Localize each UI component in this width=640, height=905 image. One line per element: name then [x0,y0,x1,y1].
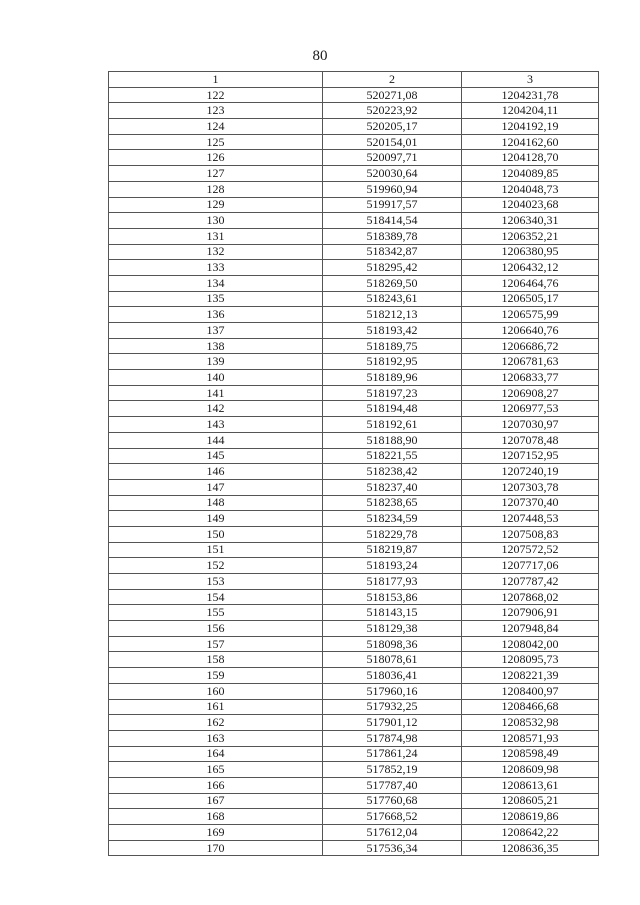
point-number-cell: 143 [109,417,323,433]
point-number-cell: 159 [109,668,323,684]
table-row [109,401,599,417]
table-row [109,432,599,448]
y-coordinate-cell: 1208609,98 [462,762,599,778]
x-coordinate-cell: 518192,61 [323,417,462,433]
y-coordinate-cell: 1206575,99 [462,307,599,323]
y-coordinate-cell: 1208605,21 [462,793,599,809]
table-row [109,448,599,464]
x-coordinate-cell: 518129,38 [323,621,462,637]
table-row [109,244,599,260]
x-coordinate-cell: 518295,42 [323,260,462,276]
point-number-cell: 136 [109,307,323,323]
table-row [109,338,599,354]
y-coordinate-cell: 1204023,68 [462,197,599,213]
x-coordinate-cell: 518221,55 [323,448,462,464]
x-coordinate-cell: 518192,95 [323,354,462,370]
x-coordinate-cell: 518414,54 [323,213,462,229]
x-coordinate-cell: 518197,23 [323,385,462,401]
table-row [109,291,599,307]
x-coordinate-cell: 517787,40 [323,777,462,793]
table-row [109,840,599,856]
table-row [109,87,599,103]
point-number-cell: 150 [109,526,323,542]
table-row [109,166,599,182]
y-coordinate-cell: 1207948,84 [462,621,599,637]
x-coordinate-cell: 518243,61 [323,291,462,307]
y-coordinate-cell: 1208042,00 [462,636,599,652]
point-number-cell: 149 [109,511,323,527]
x-coordinate-cell: 519960,94 [323,181,462,197]
point-number-cell: 148 [109,495,323,511]
point-number-cell: 132 [109,244,323,260]
y-coordinate-cell: 1207868,02 [462,589,599,605]
x-coordinate-cell: 517668,52 [323,809,462,825]
x-coordinate-cell: 520154,01 [323,134,462,150]
x-coordinate-cell: 520205,17 [323,119,462,135]
x-coordinate-cell: 518189,75 [323,338,462,354]
table-row [109,636,599,652]
y-coordinate-cell: 1206340,31 [462,213,599,229]
table-row [109,730,599,746]
table-row [109,762,599,778]
table-row [109,558,599,574]
x-coordinate-cell: 518234,59 [323,511,462,527]
y-coordinate-cell: 1204231,78 [462,87,599,103]
y-coordinate-cell: 1206505,17 [462,291,599,307]
point-number-cell: 134 [109,275,323,291]
point-number-cell: 160 [109,683,323,699]
point-number-cell: 141 [109,385,323,401]
y-coordinate-cell: 1207030,97 [462,417,599,433]
y-coordinate-cell: 1206977,53 [462,401,599,417]
x-coordinate-cell: 518389,78 [323,228,462,244]
y-coordinate-cell: 1204204,11 [462,103,599,119]
y-coordinate-cell: 1207370,40 [462,495,599,511]
point-number-cell: 161 [109,699,323,715]
y-coordinate-cell: 1204128,70 [462,150,599,166]
table-row [109,103,599,119]
point-number-cell: 166 [109,777,323,793]
point-number-cell: 170 [109,840,323,856]
point-number-cell: 167 [109,793,323,809]
page-number: 80 [312,48,328,64]
point-number-cell: 158 [109,652,323,668]
table-row [109,417,599,433]
x-coordinate-cell: 517536,34 [323,840,462,856]
y-coordinate-cell: 1208400,97 [462,683,599,699]
table-row [109,605,599,621]
y-coordinate-cell: 1206833,77 [462,370,599,386]
column-header-point-number: 1 [109,72,323,88]
y-coordinate-cell: 1204192,19 [462,119,599,135]
point-number-cell: 130 [109,213,323,229]
y-coordinate-cell: 1208221,39 [462,668,599,684]
y-coordinate-cell: 1208571,93 [462,730,599,746]
y-coordinate-cell: 1206908,27 [462,385,599,401]
point-number-cell: 127 [109,166,323,182]
x-coordinate-cell: 518238,65 [323,495,462,511]
y-coordinate-cell: 1208619,86 [462,809,599,825]
x-coordinate-cell: 520271,08 [323,87,462,103]
y-coordinate-cell: 1208095,73 [462,652,599,668]
x-coordinate-cell: 518194,48 [323,401,462,417]
y-coordinate-cell: 1207787,42 [462,574,599,590]
y-coordinate-cell: 1204089,85 [462,166,599,182]
table-row [109,699,599,715]
point-number-cell: 124 [109,119,323,135]
table-row [109,385,599,401]
table-row [109,260,599,276]
table-header-row [109,72,599,88]
y-coordinate-cell: 1206352,21 [462,228,599,244]
x-coordinate-cell: 518143,15 [323,605,462,621]
y-coordinate-cell: 1207240,19 [462,464,599,480]
y-coordinate-cell: 1208532,98 [462,715,599,731]
point-number-cell: 122 [109,87,323,103]
table-row [109,777,599,793]
point-number-cell: 138 [109,338,323,354]
table-row [109,542,599,558]
x-coordinate-cell: 519917,57 [323,197,462,213]
table-row [109,526,599,542]
x-coordinate-cell: 517852,19 [323,762,462,778]
point-number-cell: 145 [109,448,323,464]
table-row [109,793,599,809]
point-number-cell: 155 [109,605,323,621]
table-row [109,464,599,480]
point-number-cell: 154 [109,589,323,605]
x-coordinate-cell: 517960,16 [323,683,462,699]
point-number-cell: 163 [109,730,323,746]
point-number-cell: 165 [109,762,323,778]
y-coordinate-cell: 1206781,63 [462,354,599,370]
coordinates-table [108,71,599,856]
x-coordinate-cell: 517861,24 [323,746,462,762]
x-coordinate-cell: 518238,42 [323,464,462,480]
point-number-cell: 146 [109,464,323,480]
x-coordinate-cell: 517901,12 [323,715,462,731]
point-number-cell: 151 [109,542,323,558]
point-number-cell: 123 [109,103,323,119]
y-coordinate-cell: 1204048,73 [462,181,599,197]
table-row [109,307,599,323]
point-number-cell: 125 [109,134,323,150]
y-coordinate-cell: 1206464,76 [462,275,599,291]
point-number-cell: 153 [109,574,323,590]
table-row [109,134,599,150]
x-coordinate-cell: 518193,42 [323,323,462,339]
table-row [109,589,599,605]
point-number-cell: 169 [109,825,323,841]
point-number-cell: 131 [109,228,323,244]
table-row [109,370,599,386]
y-coordinate-cell: 1207572,52 [462,542,599,558]
point-number-cell: 139 [109,354,323,370]
x-coordinate-cell: 518269,50 [323,275,462,291]
point-number-cell: 144 [109,432,323,448]
y-coordinate-cell: 1208466,68 [462,699,599,715]
point-number-cell: 152 [109,558,323,574]
table-row [109,197,599,213]
column-header-y: 3 [462,72,599,88]
table-row [109,354,599,370]
x-coordinate-cell: 520030,64 [323,166,462,182]
x-coordinate-cell: 518237,40 [323,479,462,495]
x-coordinate-cell: 518342,87 [323,244,462,260]
column-header-x: 2 [323,72,462,88]
table-row [109,323,599,339]
y-coordinate-cell: 1204162,60 [462,134,599,150]
table-row [109,181,599,197]
table-row [109,574,599,590]
point-number-cell: 164 [109,746,323,762]
x-coordinate-cell: 518153,86 [323,589,462,605]
y-coordinate-cell: 1206380,95 [462,244,599,260]
point-number-cell: 128 [109,181,323,197]
y-coordinate-cell: 1207448,53 [462,511,599,527]
y-coordinate-cell: 1207078,48 [462,432,599,448]
x-coordinate-cell: 518219,87 [323,542,462,558]
table-row [109,150,599,166]
table-row [109,119,599,135]
y-coordinate-cell: 1206686,72 [462,338,599,354]
y-coordinate-cell: 1207152,95 [462,448,599,464]
x-coordinate-cell: 517874,98 [323,730,462,746]
y-coordinate-cell: 1207717,06 [462,558,599,574]
point-number-cell: 168 [109,809,323,825]
x-coordinate-cell: 518212,13 [323,307,462,323]
y-coordinate-cell: 1207906,91 [462,605,599,621]
x-coordinate-cell: 517612,04 [323,825,462,841]
table-row [109,746,599,762]
y-coordinate-cell: 1206432,12 [462,260,599,276]
x-coordinate-cell: 518189,96 [323,370,462,386]
x-coordinate-cell: 517932,25 [323,699,462,715]
y-coordinate-cell: 1207508,83 [462,526,599,542]
x-coordinate-cell: 518098,36 [323,636,462,652]
y-coordinate-cell: 1208636,35 [462,840,599,856]
point-number-cell: 156 [109,621,323,637]
x-coordinate-cell: 518188,90 [323,432,462,448]
table-row [109,621,599,637]
x-coordinate-cell: 518229,78 [323,526,462,542]
y-coordinate-cell: 1208598,49 [462,746,599,762]
table-row [109,479,599,495]
y-coordinate-cell: 1207303,78 [462,479,599,495]
x-coordinate-cell: 520223,92 [323,103,462,119]
point-number-cell: 147 [109,479,323,495]
table-row [109,213,599,229]
point-number-cell: 140 [109,370,323,386]
x-coordinate-cell: 520097,71 [323,150,462,166]
point-number-cell: 157 [109,636,323,652]
table-row [109,652,599,668]
x-coordinate-cell: 517760,68 [323,793,462,809]
table-row [109,715,599,731]
table-row [109,825,599,841]
point-number-cell: 137 [109,323,323,339]
table-row [109,683,599,699]
point-number-cell: 129 [109,197,323,213]
table-row [109,511,599,527]
x-coordinate-cell: 518036,41 [323,668,462,684]
point-number-cell: 126 [109,150,323,166]
point-number-cell: 142 [109,401,323,417]
point-number-cell: 135 [109,291,323,307]
y-coordinate-cell: 1208642,22 [462,825,599,841]
point-number-cell: 162 [109,715,323,731]
x-coordinate-cell: 518177,93 [323,574,462,590]
table-row [109,228,599,244]
table-row [109,495,599,511]
table-row [109,668,599,684]
point-number-cell: 133 [109,260,323,276]
x-coordinate-cell: 518193,24 [323,558,462,574]
table-row [109,275,599,291]
y-coordinate-cell: 1206640,76 [462,323,599,339]
x-coordinate-cell: 518078,61 [323,652,462,668]
table-row [109,809,599,825]
y-coordinate-cell: 1208613,61 [462,777,599,793]
